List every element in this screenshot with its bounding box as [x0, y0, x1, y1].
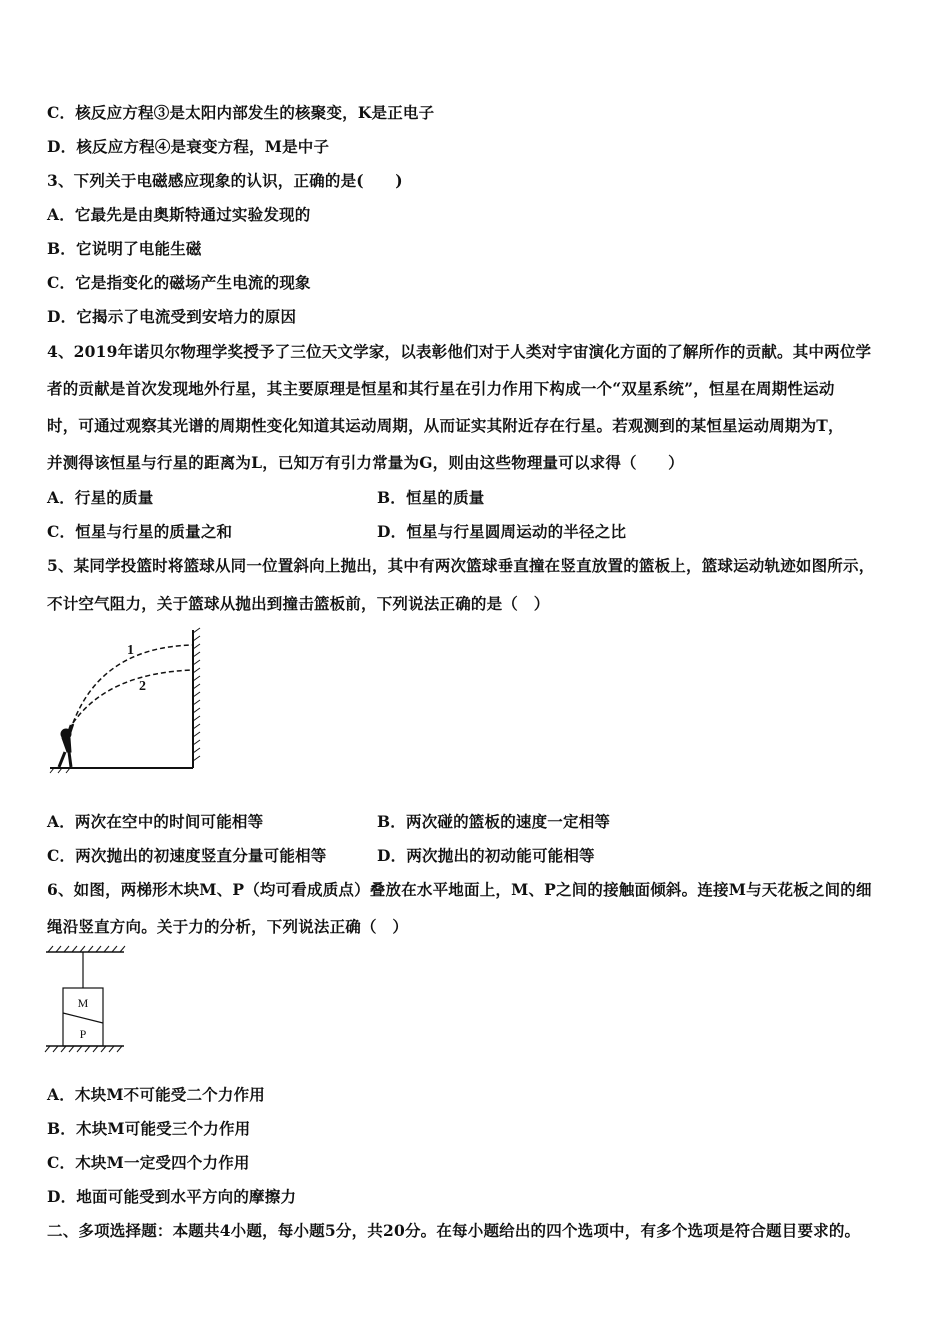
q4-stem-line4: 并测得该恒星与行星的距离为L，已知万有引力常量为G，则由这些物理量可以求得（ ）	[47, 453, 684, 472]
q6-option-b: B．木块M可能受三个力作用	[47, 1119, 251, 1138]
contact-surface	[63, 1013, 103, 1023]
q6-option-a: A．木块M不可能受二个力作用	[47, 1085, 265, 1104]
ceiling-hatching	[48, 946, 125, 952]
backboard-hatching	[193, 628, 200, 761]
q5-option-a: A．两次在空中的时间可能相等	[47, 812, 264, 831]
q4-option-d: D．恒星与行星圆周运动的半径之比	[377, 522, 627, 541]
trajectory-label-1: 1	[127, 643, 134, 658]
q3-option-a: A．它最先是由奥斯特通过实验发现的	[47, 205, 311, 224]
q5-stem-line1: 5、某同学投篮时将篮球从同一位置斜向上抛出，其中有两次篮球垂直撞在竖直放置的篮板上，篮球运动轨迹如图所示，	[47, 556, 875, 575]
q5-option-d: D．两次抛出的初动能可能相等	[377, 846, 595, 865]
q6-option-d: D．地面可能受到水平方向的摩擦力	[47, 1187, 297, 1206]
section-2-heading: 二、多项选择题：本题共4小题，每小题5分，共20分。在每小题给出的四个选项中，有多个选项是符合题目要求的。	[47, 1221, 861, 1240]
q6-stem-line2: 绳沿竖直方向。关于力的分析，下列说法正确（ ）	[47, 917, 409, 936]
q5-stem-line2: 不计空气阻力，关于篮球从抛出到撞击篮板前，下列说法正确的是（ ）	[47, 594, 550, 613]
q4-stem-line1: 4、2019年诺贝尔物理学奖授予了三位天文学家，以表彰他们对于人类对宇宙演化方面的了解所作的贡献。其中两位学	[47, 342, 872, 361]
q4-option-b: B．恒星的质量	[377, 488, 485, 507]
q4-option-c: C．恒星与行星的质量之和	[47, 522, 233, 541]
q3-option-c: C．它是指变化的磁场产生电流的现象	[47, 273, 311, 292]
q6-option-c: C．木块M一定受四个力作用	[47, 1153, 250, 1172]
q4-stem-line3: 时，可通过观察其光谱的周期性变化知道其运动周期，从而证实其附近存在行星。若观测到的某恒星运动周期为T，	[47, 416, 844, 435]
q5-option-c: C．两次抛出的初速度竖直分量可能相等	[47, 846, 327, 865]
block-p-label: P	[79, 1027, 87, 1041]
q3-stem: 3、下列关于电磁感应现象的认识，正确的是( )	[47, 171, 403, 190]
q4-stem-line2: 者的贡献是首次发现地外行星，其主要原理是恒星和其行星在引力作用下构成一个“双星系统”，恒星在周期性运动	[47, 379, 835, 398]
q2-option-c: C．核反应方程③是太阳内部发生的核聚变，K是正电子	[47, 103, 435, 122]
q3-option-d: D．它揭示了电流受到安培力的原因	[47, 307, 297, 326]
trajectory-2	[73, 670, 193, 723]
q4-option-a: A．行星的质量	[47, 488, 154, 507]
q5-option-b: B．两次碰的篮板的速度一定相等	[377, 812, 611, 831]
blocks-figure	[42, 944, 126, 1056]
floor-hatching	[45, 1046, 122, 1052]
trajectory-label-2: 2	[139, 679, 146, 694]
block-m-label: M	[77, 996, 89, 1010]
player-figure	[59, 724, 73, 767]
q2-option-d: D．核反应方程④是衰变方程，M是中子	[47, 137, 330, 156]
q3-option-b: B．它说明了电能生磁	[47, 239, 202, 258]
q6-stem-line1: 6、如图，两梯形木块M、P（均可看成质点）叠放在水平地面上，M、P之间的接触面倾斜。连接M与天花板之间的细	[47, 880, 872, 899]
basketball-trajectory-figure	[40, 625, 215, 777]
